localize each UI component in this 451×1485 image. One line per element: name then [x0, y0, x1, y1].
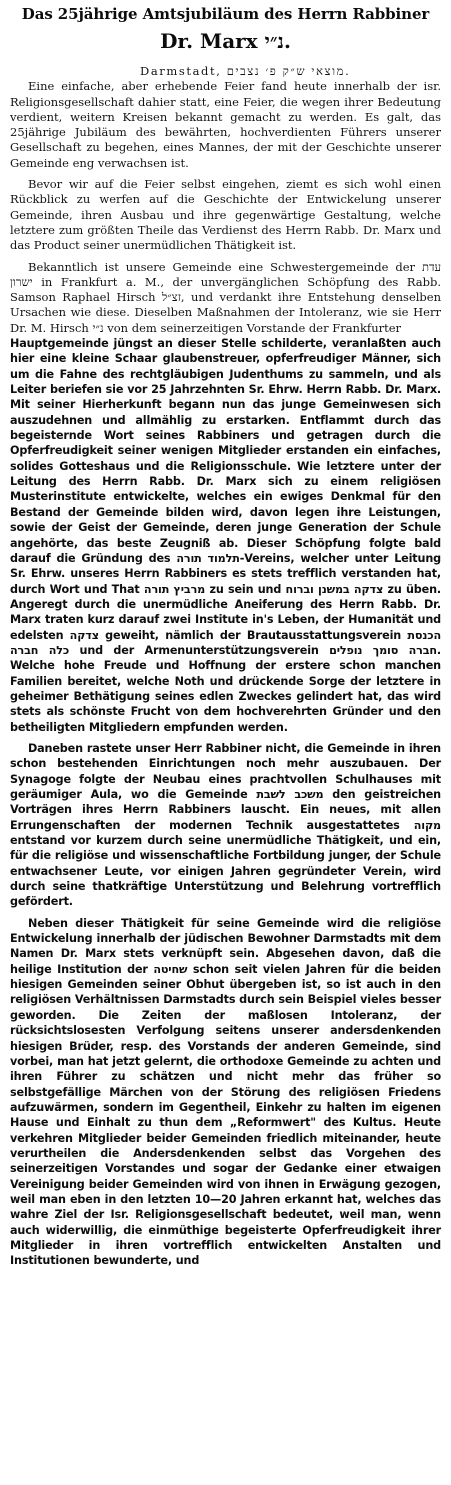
headline-line-1: Das 25jährige Amtsjubiläum des Herrn Rabbiner	[21, 5, 430, 23]
paragraph-4: Hauptgemeinde jüngst an dieser Stelle schilderte, veranlaßten auch hier eine kleine Schaar glaubenstreuer, opferfreudiger Männer, sich um die Fahne des rechtgläubigen Judenthums zu sammeln, und als Leiter beriefen sie vor 25 Jahrzehnten Sr. Ehrw. Herrn Rabb. Dr. Marx. Mit seiner Hierherkunft begann nun das junge Gemeinwesen sich auszudehnen und allmählig zu erstarken. Entflammt durch das begeisternde Wort seines Rabbiners und getragen durch die Opferfreudigkeit seiner wenigen Mitglieder erstanden ein einfaches, solides Gotteshaus und die Religionsschule. Wie letztere unter der Leitung des Herrn Rabb. Dr. Marx sich zu einem religiösen Musterinstitute entwickelte, welches ein ewiges Denkmal für den Bestand der Gemeinde bilden wird, davon legen ihre Leistungen, sowie der Geist der Gemeinde, deren junge Generation der Schule angehörte, das beste Zeugniß ab. Dieser Schöpfung folgte bald darauf die Gründung des תלמוד תורה-Vereins, welcher unter Leitung Sr. Ehrw. unseres Herrn Rabbiners es stets trefflich verstanden hat, durch Wort und That מרביץ תורה zu sein und צדקה במשנן וברוח zu üben. Angeregt durch die unermüdliche Aneiferung des Herrn Rabb. Dr. Marx traten kurz darauf zwei Institute in's Leben, der Humanität und edelsten צדקה geweiht, nämlich der Brautausstattungsverein הכנסת כלה חברה und der Armenunterstützungsverein חברה סומך נופלים. Welche hohe Freude und Hoffnung der erstere schon manchen Familien bereitet, welche Noth und drückende Sorge der letztere in geheimer Bethätigung seines edlen Zweckes gelindert hat, das wird stets als schönste Frucht von dem hochverehrten Gründer und den betheiligten Mitgliedern empfunden werden.	[10, 337, 442, 734]
dateline: Darmstadt, מוצאי ש״ק פ׳ נצבים.	[140, 64, 351, 78]
paragraph-2: Bevor wir auf die Feier selbst eingehen, ziemt es sich wohl einen Rückblick zu werfen auf die Geschichte der Entwickelung unserer Gemeinde, ihren Ausbau und ihre gegenwärtige Gestaltung, welche letztere zum größten Theile das Verdienst des Herrn Rabb. Dr. Marx und das Product seiner unermüdlichen Thätigkeit ist.	[10, 177, 441, 253]
headline-line-2: Dr. Marx נ״י.	[160, 29, 291, 53]
paragraph-6: Neben dieser Thätigkeit für seine Gemeinde wird die religiöse Entwickelung innerhalb der jüdischen Bewohner Darmstadts mit dem Namen Dr. Marx stets verknüpft sein. Abgesehen davon, daß die heilige Institution der שחיטה schon seit vielen Jahren für die beiden hiesigen Gemeinden seiner Obhut übergeben ist, so ist auch in den religiösen Verhältnissen Darmstadts durch sein Beispiel vieles besser geworden. Die Zeiten der maßlosen Intoleranz, der rücksichtslosesten Verfolgung seitens unserer andersdenkenden hiesigen Brüder, resp. des Vorstands der anderen Gemeinde, sind vorbei, man hat jetzt gelernt, die orthodoxe Gemeinde zu achten und ihren Führer zu schätzen und nicht mehr das früher so selbstgefällige Märchen von der Störung des religiösen Friedens aufzuwärmen, sondern im Gegentheil, Einkehr zu halten im eigenen Hause und Einhalt zu thun dem „Reformwert" des Kultus. Heute verkehren Mitglieder beider Gemeinden friedlich miteinander, heute verurtheilen die Andersdenkenden selbst das Vorgehen des seinerzeitigen Vorstandes und sogar der Gedanke einer etwaigen Vereinigung beider Gemeinden wird von ihnen in Erwägung gezogen, weil man eben in den letzten 10—20 Jahren erkannt hat, welches das wahre Ziel der Isr. Religionsgesellschaft bedeutet, weil man, wenn auch widerwillig, die einmüthige begeisterte Opferfreudigkeit ihrer Mitglieder in ihren vortrefflich entwickelten Anstalten und Institutionen bewunderte, und	[10, 916, 441, 1268]
paragraph-5: Daneben rastete unser Herr Rabbiner nicht, die Gemeinde in ihren schon bestehenden Einrichtungen noch mehr auszubauen. Der Synagoge folgte der Neubau eines prachtvollen Schulhauses mit geräumiger Aula, wo die Gemeinde משכב לשבת den geistreichen Vorträgen ihres Herrn Rabbiners lauscht. Ein neues, mit allen Errungenschaften der modernen Technik ausgestattetes מקוה entstand vor kurzem durch seine unermüdliche Thätigkeit, und ein, für die religiöse und wissenschaftliche Fortbildung junger, der Schule entwachsener Leute, vor einigen Jahren gegründeter Verein, wird durch seine thatkräftige Unterstützung und Belehrung vortrefflich gefördert.	[10, 741, 441, 909]
paragraph-1: Eine einfache, aber erhebende Feier fand heute innerhalb der isr. Religionsgesellschaft dahier statt, eine Feier, die wegen ihrer Bedeutung verdient, weitern Kreisen bekannt gemacht zu werden. Es galt, das 25jährige Jubiläum des bewährten, hochverdienten Führers unserer Gesellschaft zu begehen, eines Mannes, der mit der Geschichte unserer Gemeinde eng verwachsen ist.	[10, 79, 441, 170]
paragraph-3: Bekanntlich ist unsere Gemeinde eine Schwestergemeinde der עדת ישרון in Frankfurt a. M., der unvergänglichen Schöpfung des Rabb. Samson Raphael Hirsch זצ״ל, und verdankt ihre Entstehung denselben Ursachen wie diese. Dieselben Maßnahmen der Intoleranz, wie sie Herr Dr. M. Hirsch נ״י von dem seinerzeitigen Vorstande der Frankfurter	[10, 259, 442, 335]
